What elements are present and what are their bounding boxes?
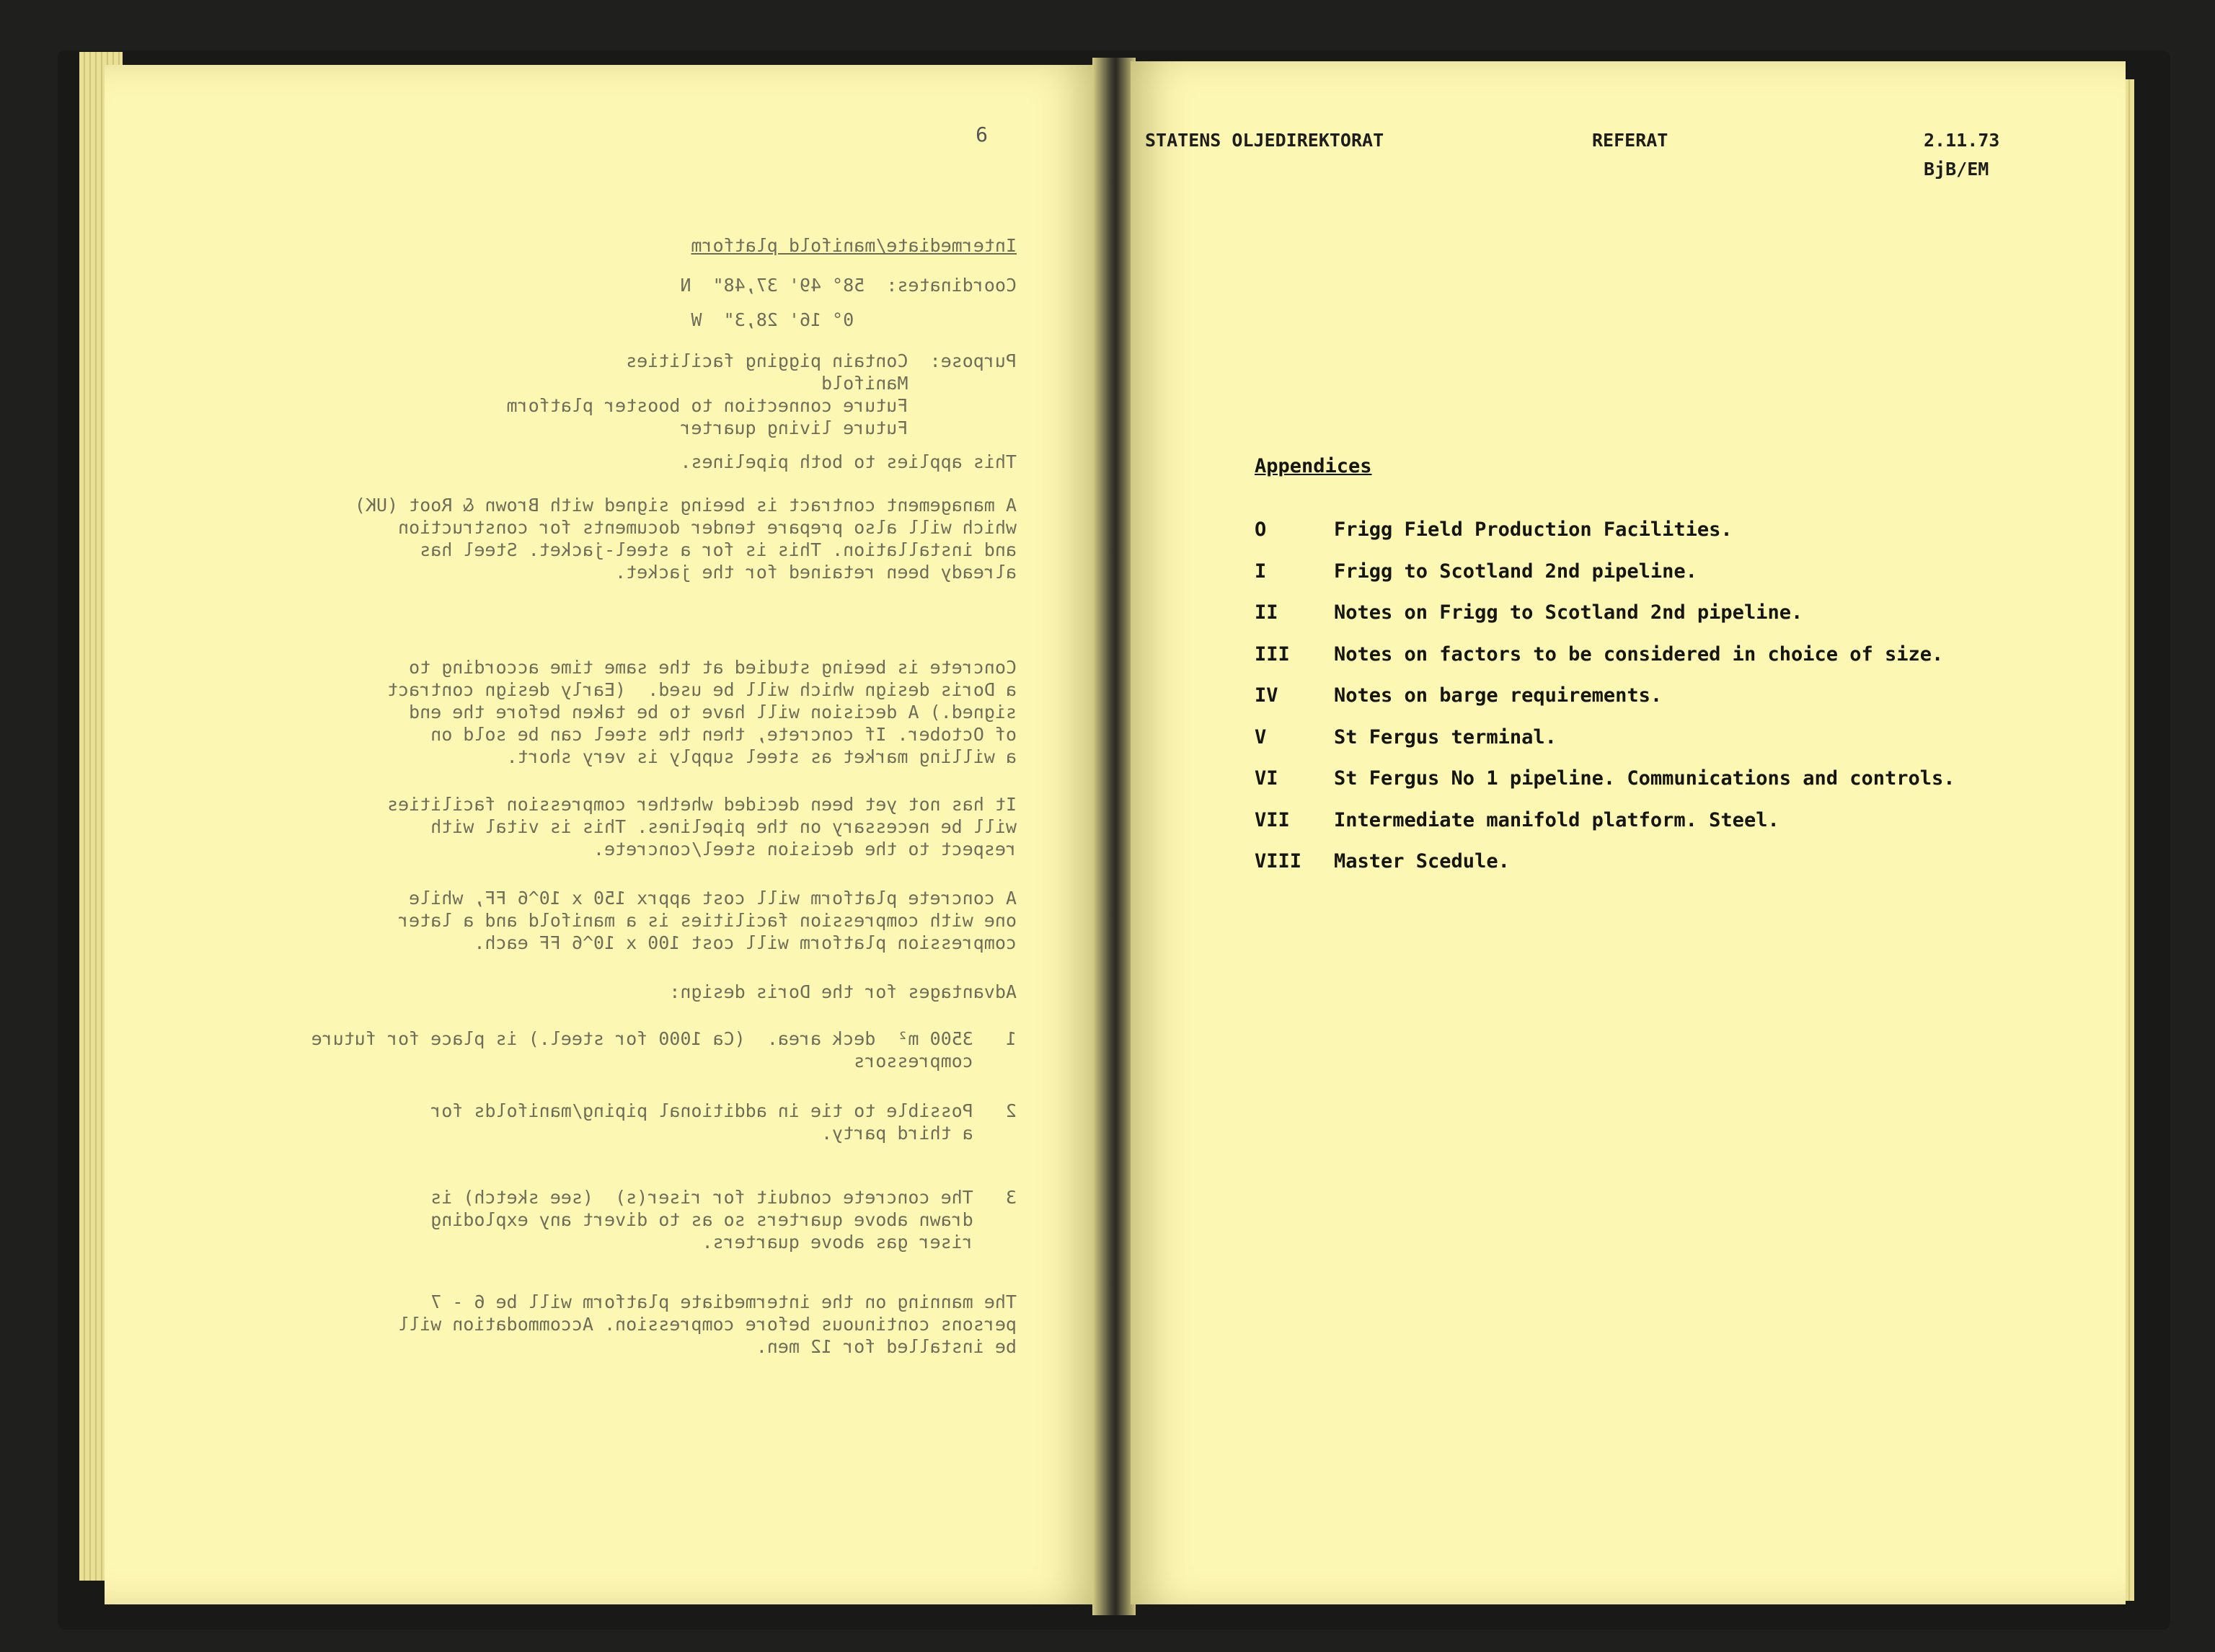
appendix-title: Notes on factors to be considered in choice of size. [1334,642,1944,666]
header-ref: BjB/EM [1924,159,1989,180]
book-spine-gutter [1092,58,1136,1615]
appendix-number: VII [1255,808,1290,831]
mirrored-text-block: 1 3500 m² deck area. (Ca 1000 for steel.) is place for future compressors [311,1028,1017,1072]
appendix-title: Notes on Frigg to Scotland 2nd pipeline. [1334,601,1803,624]
mirrored-text-block: 0° 16' 28,3" W [691,309,1017,330]
appendix-number: I [1255,560,1267,583]
appendix-title: St Fergus No 1 pipeline. Communications and controls. [1334,767,1955,790]
mirrored-bleed-through-text [105,65,1096,1604]
mirrored-text-block: Advantages for the Doris design: [669,981,1017,1002]
right-page [1131,61,2126,1604]
mirrored-text-block: 3 The concrete conduit for riser(s) (see sketch) is drawn above quarters so as to divert any exploding riser gas above quarters. [430,1187,1017,1253]
appendix-number: II [1255,601,1278,624]
mirrored-text-block: It has not yet been decided whether compression facilities will be necessary on the pipelines. This is vital with respect to the decision steel/concrete. [387,794,1017,860]
appendix-number: III [1255,642,1290,666]
appendix-number: V [1255,725,1267,748]
list-item [1255,726,2105,768]
list-item [1255,767,2105,809]
appendix-title: St Fergus terminal. [1334,725,1557,748]
header-org: STATENS OLJEDIREKTORAT [1145,130,1384,151]
appendices-title: Appendices [1255,455,1372,477]
appendix-number: IV [1255,684,1278,707]
appendix-number: O [1255,518,1267,541]
list-item [1255,518,2105,560]
mirrored-text-block: Coordinates: 58° 49' 37,48" N [680,275,1017,296]
page-number: 6 [976,123,988,146]
mirrored-text-block: Purpose: Contain pigging facilities Manifold Future connection to booster platform Future living quarter [506,350,1017,438]
appendix-number: VI [1255,767,1278,790]
appendix-title: Frigg Field Production Facilities. [1334,518,1733,541]
mirrored-text-block: A concrete platform will cost apprx 150 x 10^6 FF, while one with compression facilities is a manifold and a later compression platform will cost 100 x 10^6 FF each. [398,888,1017,953]
list-item [1255,850,2105,892]
appendix-number: VIII [1255,850,1302,873]
left-page [105,65,1096,1604]
appendix-title: Master Scedule. [1334,850,1510,873]
mirrored-text-block: This applies to both pipelines. [680,451,1017,472]
appendix-title: Intermediate manifold platform. Steel. [1334,808,1779,831]
list-item [1255,643,2105,685]
header-date: 2.11.73 [1924,130,2000,151]
mirrored-text-block: The manning on the intermediate platform will be 6 - 7 persons continuous before compression. Accommodation will be installed for 12 men. [398,1291,1017,1357]
mirrored-text-block: A management contract is beeing signed with Brown & Root (UK) which will also prepare tender documents for construction and installation. This is for a steel-jacket. Steel has already been retained for the jacket. [354,495,1017,583]
appendix-title: Frigg to Scotland 2nd pipeline. [1334,560,1697,583]
list-item [1255,601,2105,643]
header-doc-type: REFERAT [1592,130,1668,151]
mirrored-text-block: 2 Possible to tie in additional piping/manifolds for a third party. [430,1100,1017,1144]
mirrored-text-block: Intermediate/manifold platform [691,235,1017,256]
appendices-list [1255,518,2105,892]
list-item [1255,560,2105,602]
list-item [1255,684,2105,726]
mirrored-text-block: Concrete is beeing studied at the same time according to a Doris design which will be used. (Early design contract signed.) A decision will have to be taken before the end of October. If concrete, then the steel can be sold on a willing market as steel supply is very short. [387,657,1017,767]
list-item [1255,809,2105,851]
appendix-title: Notes on barge requirements. [1334,684,1663,707]
